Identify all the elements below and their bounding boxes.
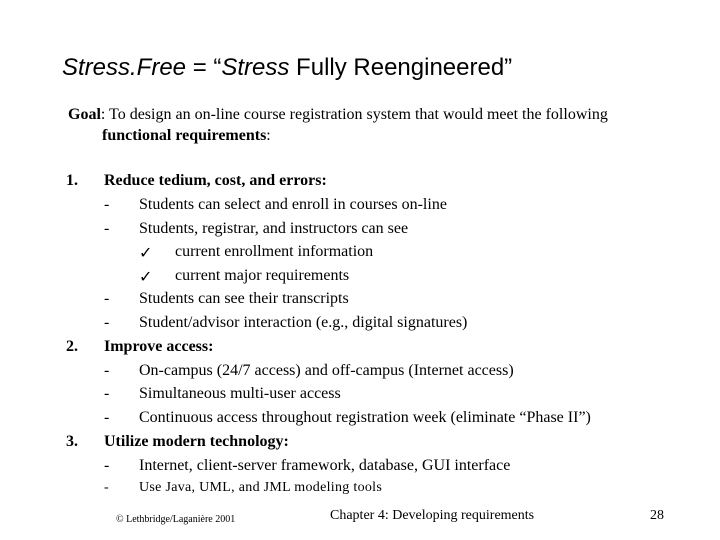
list-item: Students can select and enroll in courses on-line [139, 196, 447, 213]
list-subitem: current enrollment information [175, 243, 374, 260]
goal-text-end: : [266, 127, 271, 144]
slide-title [62, 54, 512, 82]
bullet-dash: - [104, 409, 110, 426]
item-number-1: 1. [66, 172, 78, 189]
bullet-dash: - [104, 480, 109, 495]
chapter-footer: Chapter 4: Developing requirements [330, 508, 535, 523]
title-italic-part: Stress.Free [62, 54, 187, 81]
goal-statement [68, 104, 698, 146]
checkmark-icon: ✓ [139, 245, 153, 262]
list-item: Students, registrar, and instructors can see [139, 220, 409, 237]
bullet-dash: - [104, 314, 110, 331]
goal-continuation [68, 127, 271, 144]
bullet-dash: - [104, 220, 110, 237]
title-part: = “ [186, 54, 222, 81]
item-number-2: 2. [66, 338, 78, 355]
goal-text: : To design an on-line course registration system that would meet the following [100, 106, 608, 123]
list-item: On-campus (24/7 access) and off-campus (Internet access) [139, 362, 514, 379]
bullet-dash: - [104, 457, 110, 474]
list-item: Use Java, UML, and JML modeling tools [139, 480, 383, 495]
bullet-dash: - [104, 362, 110, 379]
title-part-2: Fully Reengineered” [289, 54, 513, 81]
goal-label: Goal [68, 106, 101, 123]
item-number-3: 3. [66, 433, 78, 450]
list-item: Simultaneous multi-user access [139, 385, 341, 402]
page-number: 28 [650, 508, 664, 523]
list-item: Internet, client-server framework, database, GUI interface [139, 457, 511, 474]
goal-bold-text: functional requirements [102, 127, 267, 144]
list-item: Student/advisor interaction (e.g., digital signatures) [139, 314, 468, 331]
bullet-dash: - [104, 196, 110, 213]
title-italic-part-2: Stress [221, 54, 290, 81]
item-heading-2: Improve access: [104, 338, 214, 355]
item-heading-3: Utilize modern technology: [104, 433, 289, 450]
bullet-dash: - [104, 290, 110, 307]
list-subitem: current major requirements [175, 267, 350, 284]
bullet-dash: - [104, 385, 110, 402]
checkmark-icon: ✓ [139, 269, 153, 286]
copyright-footer: © Lethbridge/Laganière 2001 [116, 514, 236, 525]
list-item: Students can see their transcripts [139, 290, 349, 307]
item-heading-1: Reduce tedium, cost, and errors: [104, 172, 327, 189]
list-item: Continuous access throughout registration week (eliminate “Phase II”) [139, 409, 591, 426]
